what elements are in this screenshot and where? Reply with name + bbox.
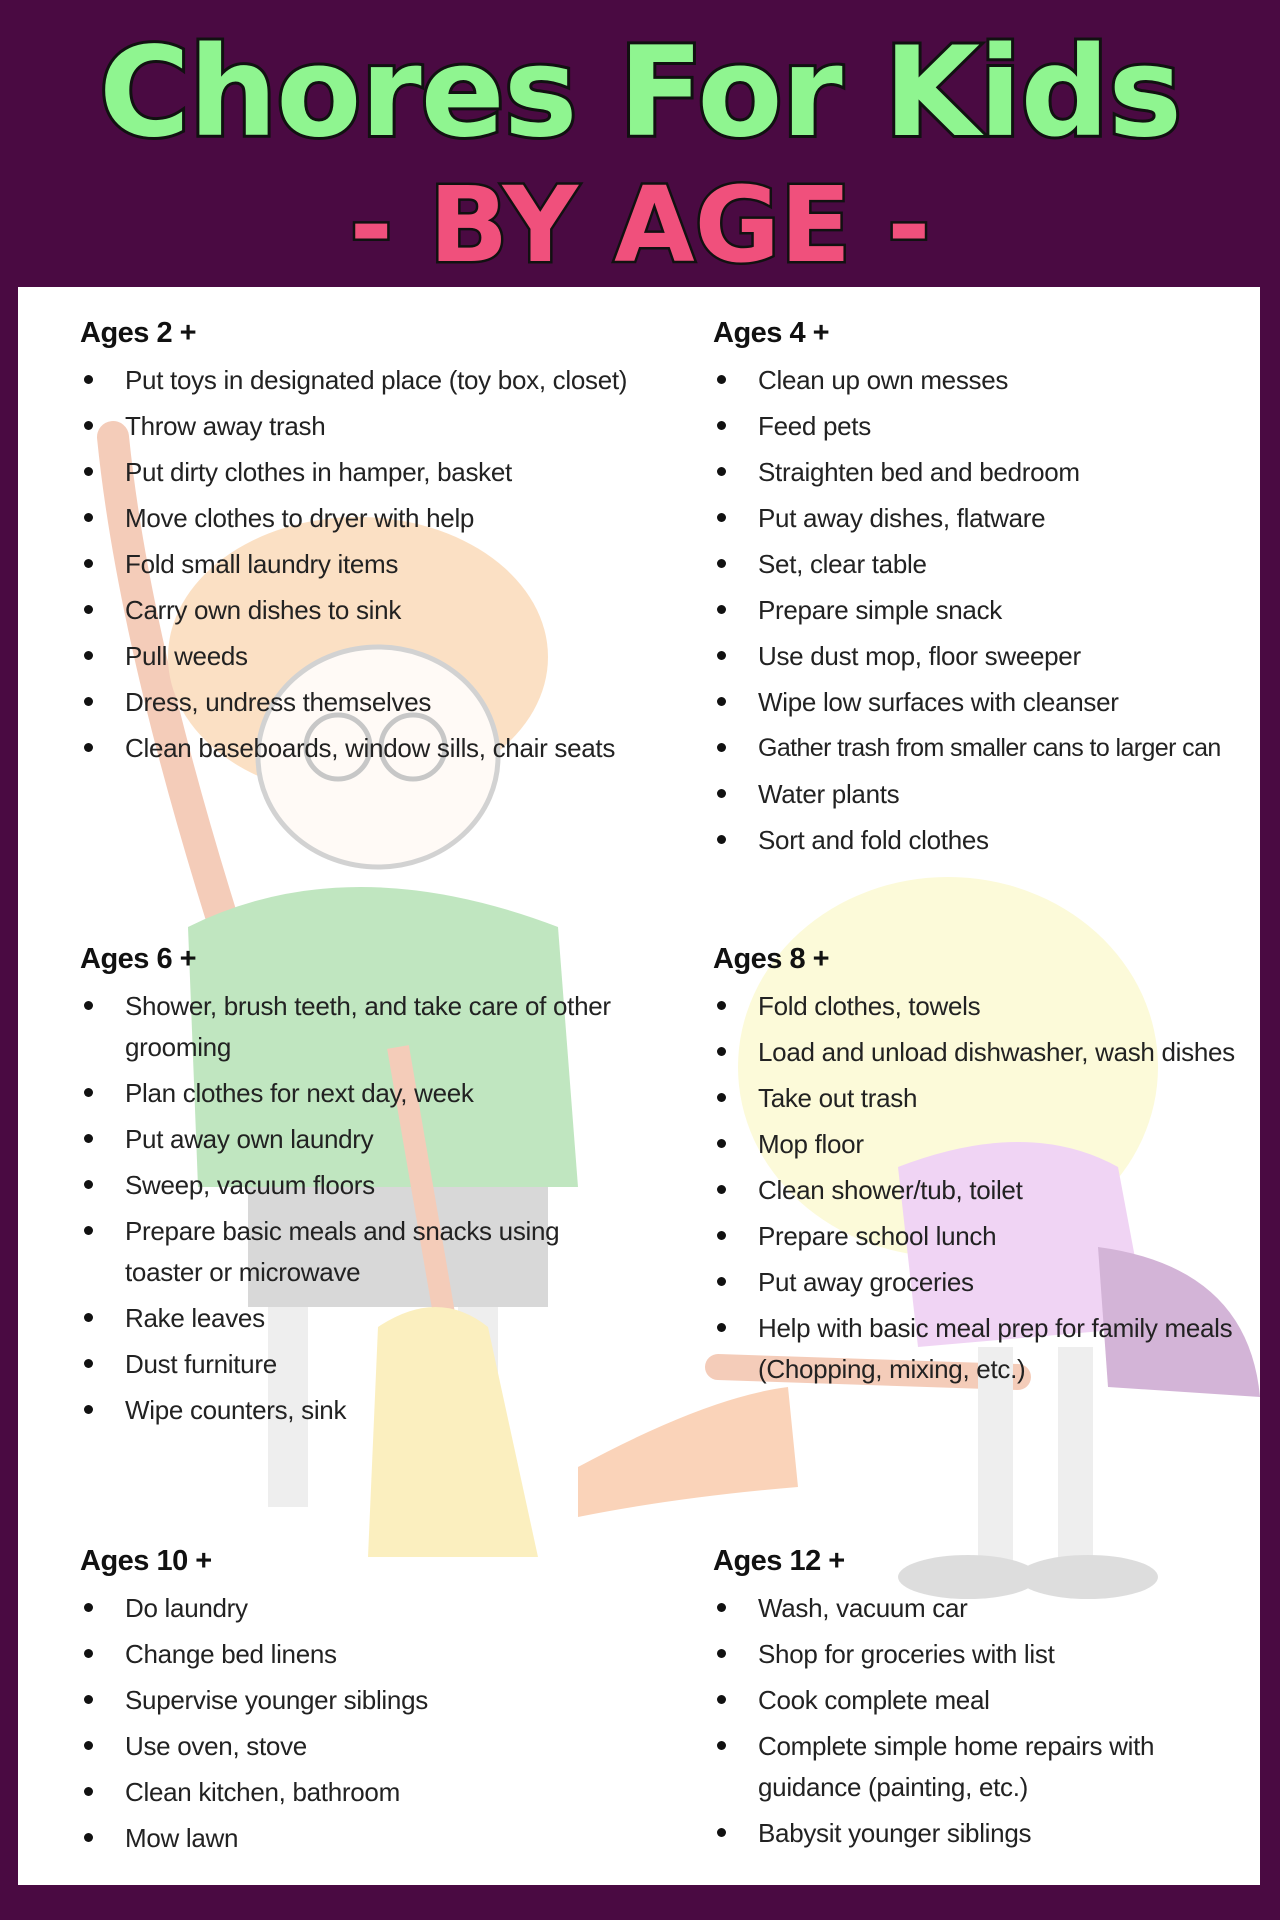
list-item: Mow lawn: [80, 1818, 640, 1859]
list-item: Move clothes to dryer with help: [80, 498, 640, 539]
list-item: Take out trash: [713, 1078, 1258, 1119]
list-item: Put toys in designated place (toy box, closet): [80, 360, 640, 401]
list-item: Dress, undress themselves: [80, 682, 640, 723]
list-item: Pull weeds: [80, 636, 640, 677]
section-heading: Ages 12 +: [713, 1545, 845, 1577]
list-item: Wipe counters, sink: [80, 1390, 640, 1431]
list-item: Dust furniture: [80, 1344, 640, 1385]
list-item: Use oven, stove: [80, 1726, 640, 1767]
list-item: Put dirty clothes in hamper, basket: [80, 452, 640, 493]
list-item: Water plants: [713, 774, 1258, 815]
section-ages-12: [713, 1545, 1258, 1859]
list-item: Change bed linens: [80, 1634, 640, 1675]
section-ages-10: [80, 1545, 640, 1864]
list-item: Rake leaves: [80, 1298, 640, 1339]
section-heading: Ages 8 +: [713, 943, 830, 975]
list-item: Feed pets: [713, 406, 1258, 447]
list-item: Sweep, vacuum floors: [80, 1165, 640, 1206]
list-item: Wash, vacuum car: [713, 1588, 1258, 1629]
section-heading: Ages 4 +: [713, 317, 830, 349]
list-item: Straighten bed and bedroom: [713, 452, 1258, 493]
list-item: Set, clear table: [713, 544, 1258, 585]
list-item: Mop floor: [713, 1124, 1258, 1165]
list-item: Load and unload dishwasher, wash dishes: [713, 1032, 1258, 1073]
list-item: Fold clothes, towels: [713, 986, 1258, 1027]
list-item: Shower, brush teeth, and take care of other grooming: [80, 986, 640, 1068]
list-item: Gather trash from smaller cans to larger can: [713, 728, 1258, 769]
list-item: Sort and fold clothes: [713, 820, 1258, 861]
section-ages-8: [713, 943, 1258, 1395]
chore-sheet: [18, 287, 1260, 1885]
list-item: Throw away trash: [80, 406, 640, 447]
list-item: Prepare basic meals and snacks using toaster or microwave: [80, 1211, 640, 1293]
list-item: Supervise younger siblings: [80, 1680, 640, 1721]
list-item: Put away groceries: [713, 1262, 1258, 1303]
list-item: Plan clothes for next day, week: [80, 1073, 640, 1114]
list-item: Carry own dishes to sink: [80, 590, 640, 631]
list-item: Clean baseboards, window sills, chair seats: [80, 728, 640, 769]
list-item: Fold small laundry items: [80, 544, 640, 585]
section-ages-2: [80, 317, 640, 774]
list-item: Put away own laundry: [80, 1119, 640, 1160]
section-heading: Ages 10 +: [80, 1545, 212, 1577]
list-item: Clean up own messes: [713, 360, 1258, 401]
list-item: Clean shower/tub, toilet: [713, 1170, 1258, 1211]
section-ages-4: [713, 317, 1258, 866]
list-item: Put away dishes, flatware: [713, 498, 1258, 539]
list-item: Do laundry: [80, 1588, 640, 1629]
list-item: Prepare school lunch: [713, 1216, 1258, 1257]
list-item: Complete simple home repairs with guidance (painting, etc.): [713, 1726, 1258, 1808]
list-item: Help with basic meal prep for family meals (Chopping, mixing, etc.): [713, 1308, 1258, 1390]
page-title: Chores For Kids: [98, 21, 1182, 165]
page-subtitle: - BY AGE -: [349, 164, 931, 286]
list-item: Shop for groceries with list: [713, 1634, 1258, 1675]
list-item: Use dust mop, floor sweeper: [713, 636, 1258, 677]
list-item: Babysit younger siblings: [713, 1813, 1258, 1854]
section-ages-6: [80, 943, 640, 1436]
list-item: Prepare simple snack: [713, 590, 1258, 631]
list-item: Cook complete meal: [713, 1680, 1258, 1721]
list-item: Wipe low surfaces with cleanser: [713, 682, 1258, 723]
section-heading: Ages 6 +: [80, 943, 197, 975]
list-item: Clean kitchen, bathroom: [80, 1772, 640, 1813]
section-heading: Ages 2 +: [80, 317, 197, 349]
